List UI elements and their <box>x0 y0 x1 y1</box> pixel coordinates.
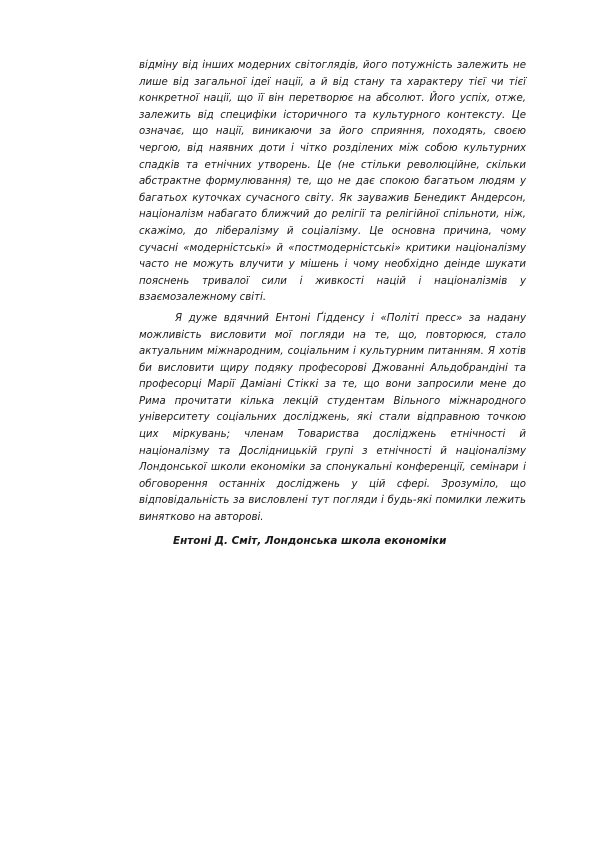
document-page <box>139 58 526 549</box>
author-signature: Ентоні Д. Сміт, Лондонська школа економіки <box>173 534 447 547</box>
paragraph-2: Я дуже вдячний Ентоні Ґідденсу і «Політі пресс» за надану можливість висловити мої погляди на те, що, повторюся, стало актуальним міжнародним, соціальним і культурним питанням. Я хотів би висловити щиру подяку професорові Джованні Альдобрандіні та професорці Марії Даміані Стіккі за те, що вони запросили мене до Рима прочитати кілька лекцій студентам Вільного міжнародного університету соціальних досліджень, які стали відправною точкою цих міркувань; членам Товариства досліджень етнічності й націоналізму та Дослідницькій групі з етнічності й націоналізму Лондонської школи економіки за спонукальні конференції, семінари і обговорення останніх досліджень у цій сфері. Зрозуміло, що відповідальність за висловлені тут погляди і будь-які помилки лежить винятково на авторові. <box>139 312 526 524</box>
paragraph-1: відміну від інших модерних світоглядів, його потужність залежить не лише від загальної ідеї нації, а й від стану та характеру тієї чи тієї конкретної нації, що її він перетворює на абсолют. Його успіх, отже, залежить від специфіки історичного та культурного контексту. Це означає, що нації, виникаючи за його сприяння, походять, своєю чергою, від наявних доти і чітко розділених між собою культурних спадків та етнічних утворень. Це (не стільки революційне, скільки абстрактне формулювання) те, що не дає спокою багатьом людям у багатьох куточках сучасного світу. Як зауважив Бенедикт Андерсон, націоналізм набагато ближчий до релігії та релігійної спільноти, ніж, скажімо, до лібералізму й соціалізму. Це основна причина, чому сучасні «модерністські» й «постмодерністські» критики націоналізму часто не можуть влучити у мішень і чому необхідно деінде шукати пояснень тривалої сили і живкості націй і націоналізмів у взаємозалежному світі. <box>139 60 526 304</box>
